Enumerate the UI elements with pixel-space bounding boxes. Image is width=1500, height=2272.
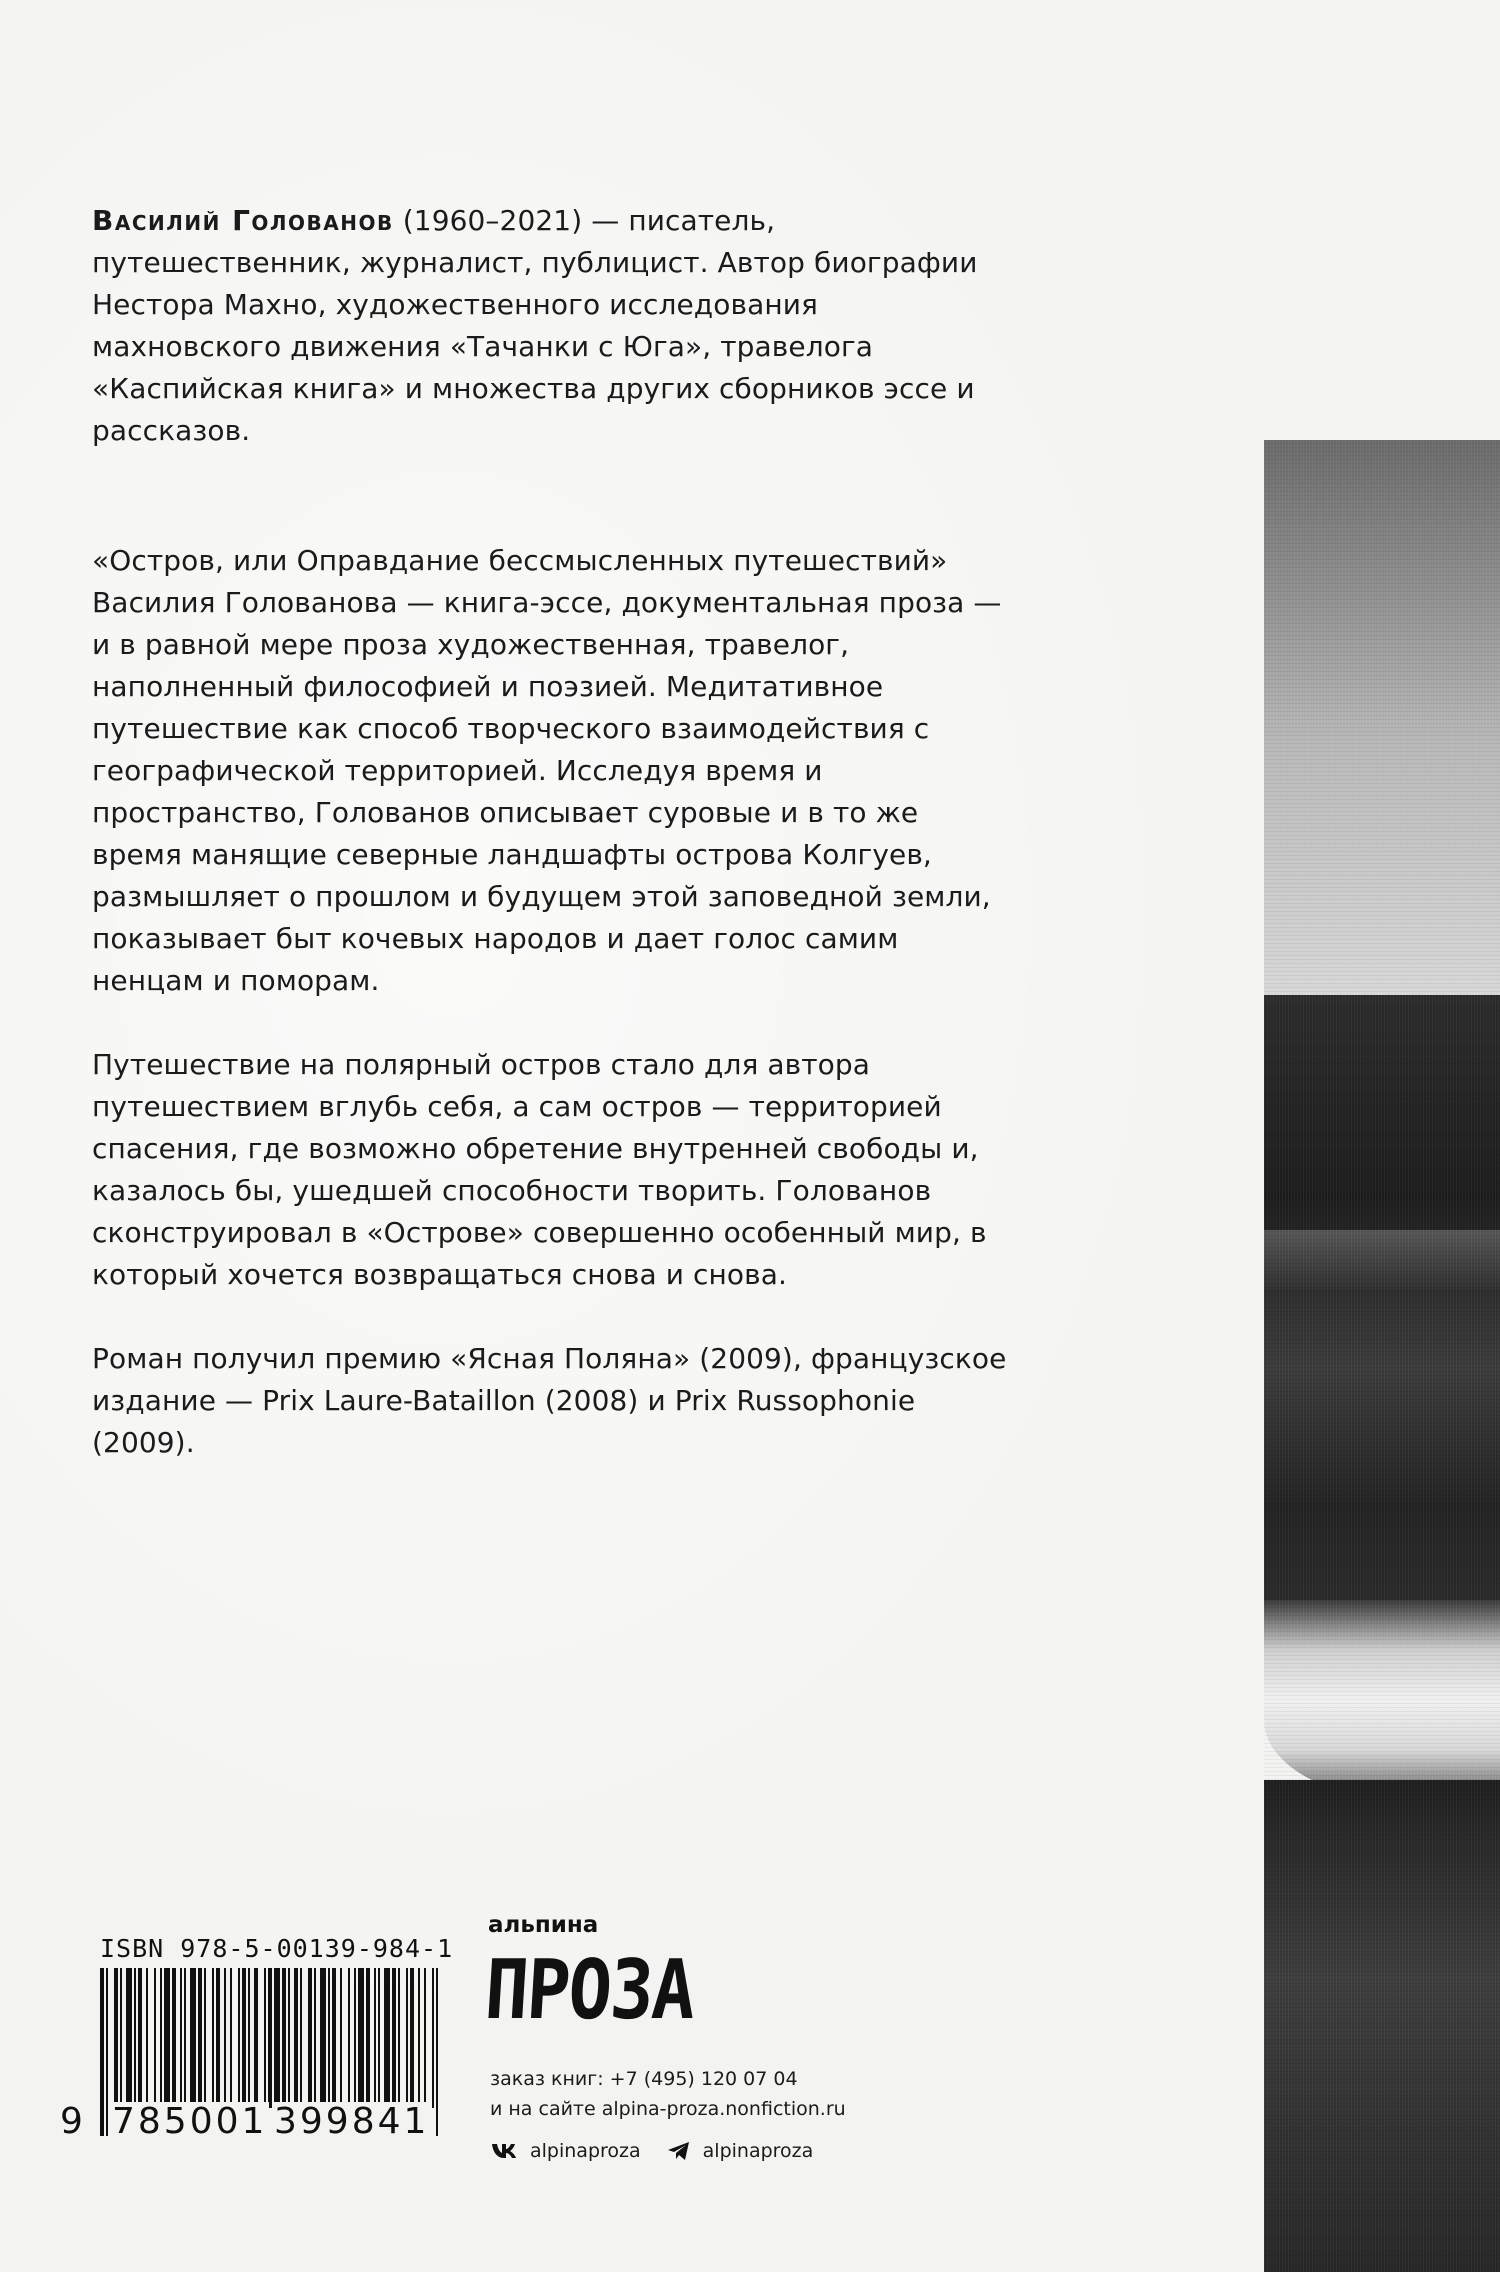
telegram-handle: alpinaproza	[702, 2140, 814, 2162]
book-description	[92, 540, 1012, 1506]
landscape-photo	[1264, 440, 1500, 2272]
isbn-label: ISBN 978-5-00139-984-1	[100, 1934, 454, 1963]
description-paragraph: Путешествие на полярный остров стало для автора путешествием вглубь себя, а сам остров — территорией спасения, где возможно обретение внутренней свободы и, казалось бы, ушедшей способности творить. Голованов сконструировал в «Острове» совершенно особенный мир, в который хочется возвращаться снова и снова.	[92, 1048, 987, 1291]
author-bio-paragraph	[92, 200, 1012, 452]
author-bio	[92, 200, 1012, 452]
awards-paragraph: Роман получил премию «Ясная Поляна» (2009), французское издание — Prix Laure-Bataillon (2008) и Prix Russophonie (2009).	[92, 1342, 1007, 1459]
description-paragraph: «Остров, или Оправдание бессмысленных путешествий» Василия Голованова — книга-эссе, документальная проза — и в равной мере проза художественная, травелог, наполненный философией и поэзией. Медитативное путешествие как способ творческого взаимодействия с географической территорией. Исследуя время и пространство, Голованов описывает суровые и в то же время манящие северные ландшафты острова Колгуев, размышляет о прошлом и будущем этой заповедной земли, показывает быт кочевых народов и дает голос самим ненцам и поморам.	[92, 544, 1002, 997]
publisher-name-small: альпина	[488, 1912, 599, 1938]
author-bio-text: (1960–2021) — писатель, путешественник, журналист, публицист. Автор биографии Нестора Махно, художественного исследования махновского движения «Тачанки с Юга», травелога «Каспийская книга» и множества других сборников эссе и рассказов.	[92, 204, 978, 447]
telegram-icon	[667, 2140, 691, 2162]
order-site: и на сайте alpina-proza.nonfiction.ru	[490, 2098, 846, 2120]
vk-icon	[490, 2142, 518, 2160]
social-links	[490, 2140, 813, 2162]
barcode-digits-left: 785001	[112, 2101, 268, 2142]
publisher-logo: ПРОЗА	[482, 1943, 697, 2038]
barcode-digits-right: 399841	[274, 2101, 430, 2142]
barcode-digit-first: 9	[60, 2101, 86, 2142]
order-phone: заказ книг: +7 (495) 120 07 04	[490, 2068, 798, 2090]
photo-grain	[1264, 440, 1500, 2272]
author-name: Василий Голованов	[92, 204, 394, 237]
vk-handle: alpinaproza	[530, 2140, 641, 2162]
